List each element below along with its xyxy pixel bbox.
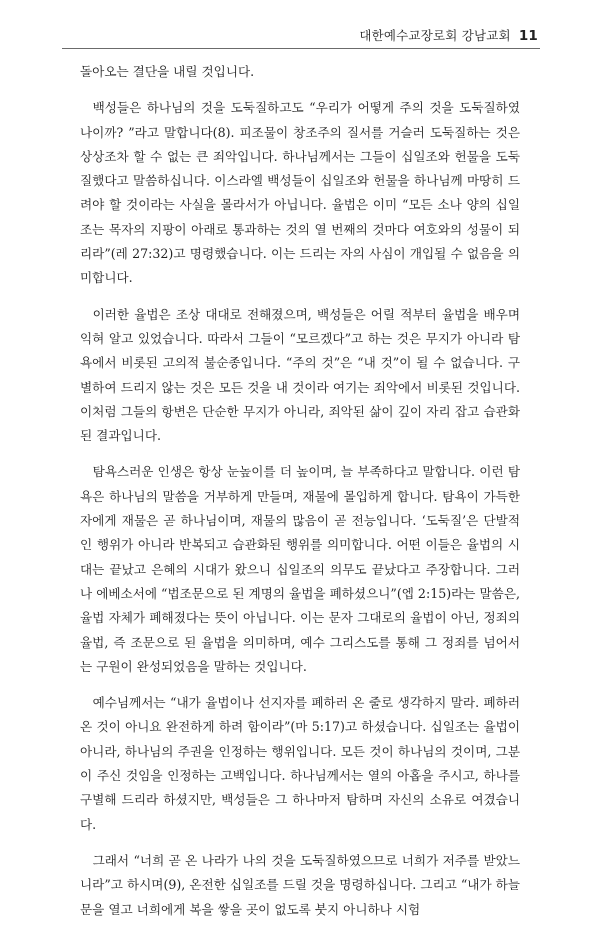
church-name: 대한예수교장로회 강남교회 <box>359 28 511 43</box>
paragraph: 백성들은 하나님의 것을 도둑질하고도 “우리가 어떻게 주의 것을 도둑질하였나이까? ”라고 말합니다(8). 피조물이 창조주의 질서를 거슬러 도둑질하는 것은 상상조차 할 수 없는 큰 죄악입니다. 하나님께서는 그들이 십일조와 헌물을 도둑질했다고 말씀하십니다. 이스라엘 백성들이 십일조와 헌물을 하나님께 마땅히 드려야 할 것이라는 사실을 몰라서가 아닙니다. 율법은 이미 “모든 소나 양의 십일조는 목자의 지팡이 아래로 통과하는 것의 열 번째의 것마다 여호와의 성물이 되리라”(레 27:32)고 명령했습니다. 이는 드리는 자의 사심이 개입될 수 없음을 의미합니다. <box>80 100 520 286</box>
page-number: 11 <box>518 28 538 44</box>
body-text <box>80 60 520 934</box>
running-header <box>359 26 538 44</box>
paragraph: 예수님께서는 “내가 율법이나 선지자를 폐하러 온 줄로 생각하지 말라. 폐하러 온 것이 아니요 완전하게 하려 함이라”(마 5:17)고 하셨습니다. 십일조는 율법이 아니라, 하나님의 주권을 인정하는 행위입니다. 모든 것이 하나님의 것이며, 그분이 주신 것임을 인정하는 고백입니다. 하나님께서는 열의 아홉을 주시고, 하나를 구별해 드리라 하셨지만, 백성들은 그 하나마저 탐하며 자신의 소유로 여겼습니다. <box>80 695 520 832</box>
paragraph: 그래서 “너희 곧 온 나라가 나의 것을 도둑질하였으므로 너희가 저주를 받았느니라”고 하시며(9), 온전한 십일조를 드릴 것을 명령하십니다. 그리고 “내가 하늘 문을 열고 너희에게 복을 쌓을 곳이 없도록 붓지 아니하나 시험 <box>80 852 520 917</box>
paragraph-continuation: 돌아오는 결단을 내릴 것입니다. <box>80 64 255 79</box>
paragraph: 이러한 율법은 조상 대대로 전해졌으며, 백성들은 어릴 적부터 율법을 배우며 익혀 알고 있었습니다. 따라서 그들이 “모르겠다”고 하는 것은 무지가 아니라 탐욕에서 비롯된 고의적 불순종입니다. “주의 것”은 “내 것”이 될 수 없습니다. 구별하여 드리지 않는 것은 모든 것을 내 것이라 여기는 죄악에서 비롯된 것입니다. 이처럼 그들의 항변은 단순한 무지가 아니라, 죄악된 삶이 깊이 자리 잡고 습관화된 결과입니다. <box>80 306 520 444</box>
paragraph: 탐욕스러운 인생은 항상 눈높이를 더 높이며, 늘 부족하다고 말합니다. 이런 탐욕은 하나님의 말씀을 거부하게 만들며, 재물에 몰입하게 합니다. 탐욕이 가득한 자에게 재물은 곧 하나님이며, 재물의 많음이 곧 전능입니다. ‘도둑질’은 단발적인 행위가 아니라 반복되고 습관화된 행위를 의미합니다. 어떤 이들은 율법의 시대는 끝났고 은혜의 시대가 왔으니 십일조의 의무도 끝났다고 주장합니다. 그러나 에베소서에 “법조문으로 된 계명의 율법을 폐하셨으니”(엡 2:15)라는 말씀은, 율법 자체가 폐해졌다는 뜻이 아닙니다. 이는 문자 그대로의 율법이 아닌, 정죄의 율법, 즉 조문으로 된 율법을 의미하며, 예수 그리스도를 통해 그 정죄를 넘어서는 구원이 완성되었음을 말하는 것입니다. <box>80 464 520 674</box>
header-rule <box>62 48 540 49</box>
